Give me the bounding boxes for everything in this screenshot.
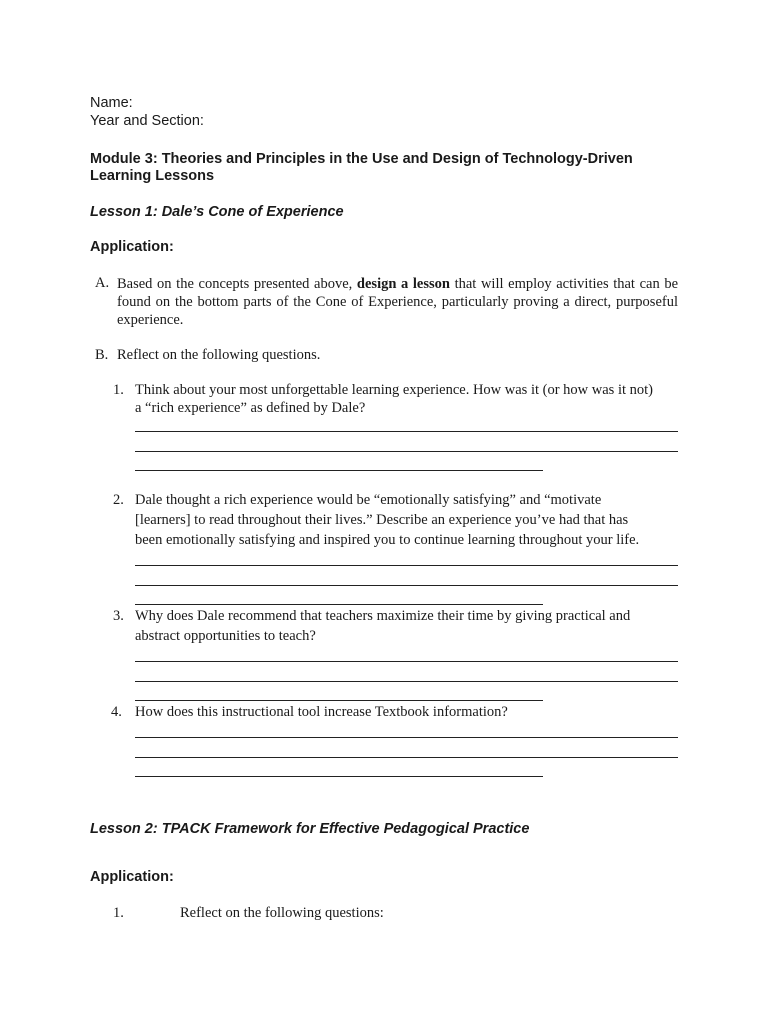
answer-line[interactable] [135,681,678,682]
question-2-line-1: Dale thought a rich experience would be “emotionally satisfying” and “motivate [135,492,602,508]
lesson-1-application-heading: Application: [90,239,174,255]
answer-line[interactable] [135,431,678,432]
answer-line[interactable] [135,451,678,452]
lesson-2-item-1-text: Reflect on the following questions: [180,905,384,921]
item-a-marker: A. [95,275,110,291]
name-label: Name: [90,95,133,111]
question-3-line-2: abstract opportunities to teach? [135,628,316,644]
answer-line[interactable] [135,565,678,566]
answer-line[interactable] [135,585,678,586]
question-2-number: 2. [113,492,124,508]
question-1-number: 1. [113,382,124,398]
question-2-line-3: been emotionally satisfying and inspired you to continue learning throughout your life. [135,532,640,548]
answer-line[interactable] [135,661,678,662]
item-a-text-after: that will employ activities that can be found on the bottom parts of the Cone of Experience, particularly proving a direct, purposeful experience. [117,276,679,328]
item-a-text-bold: design a lesson [356,276,450,292]
module-title-line-1: Module 3: Theories and Principles in the Use and Design of Technology-Driven [90,151,633,167]
year-section-label: Year and Section: [90,113,204,129]
question-4-number: 4. [111,704,122,720]
item-b-text: Reflect on the following questions. [117,347,321,363]
item-b-marker: B. [95,347,109,363]
item-a-text-before: Based on the concepts presented above, [117,276,357,292]
question-3-number: 3. [113,608,124,624]
answer-line[interactable] [135,604,543,605]
lesson-2-application-heading: Application: [90,869,174,885]
lesson-2-title: Lesson 2: TPACK Framework for Effective Pedagogical Practice [90,821,530,837]
answer-line[interactable] [135,737,678,738]
question-4-line-1: How does this instructional tool increase Textbook information? [135,704,508,720]
question-1-line-1: Think about your most unforgettable learning experience. How was it (or how was it not) [135,382,653,398]
question-2-line-2: [learners] to read throughout their lives.” Describe an experience you’ve had that has [135,512,629,528]
question-3-line-1: Why does Dale recommend that teachers maximize their time by giving practical and [135,608,631,624]
answer-line[interactable] [135,776,543,777]
item-a-text [117,275,678,329]
question-1-line-2: a “rich experience” as defined by Dale? [135,400,366,416]
lesson-1-title: Lesson 1: Dale’s Cone of Experience [90,204,344,220]
answer-line[interactable] [135,700,543,701]
answer-line[interactable] [135,757,678,758]
lesson-2-item-1-number: 1. [113,905,124,921]
module-title-line-2: Learning Lessons [90,168,215,184]
answer-line[interactable] [135,470,543,471]
